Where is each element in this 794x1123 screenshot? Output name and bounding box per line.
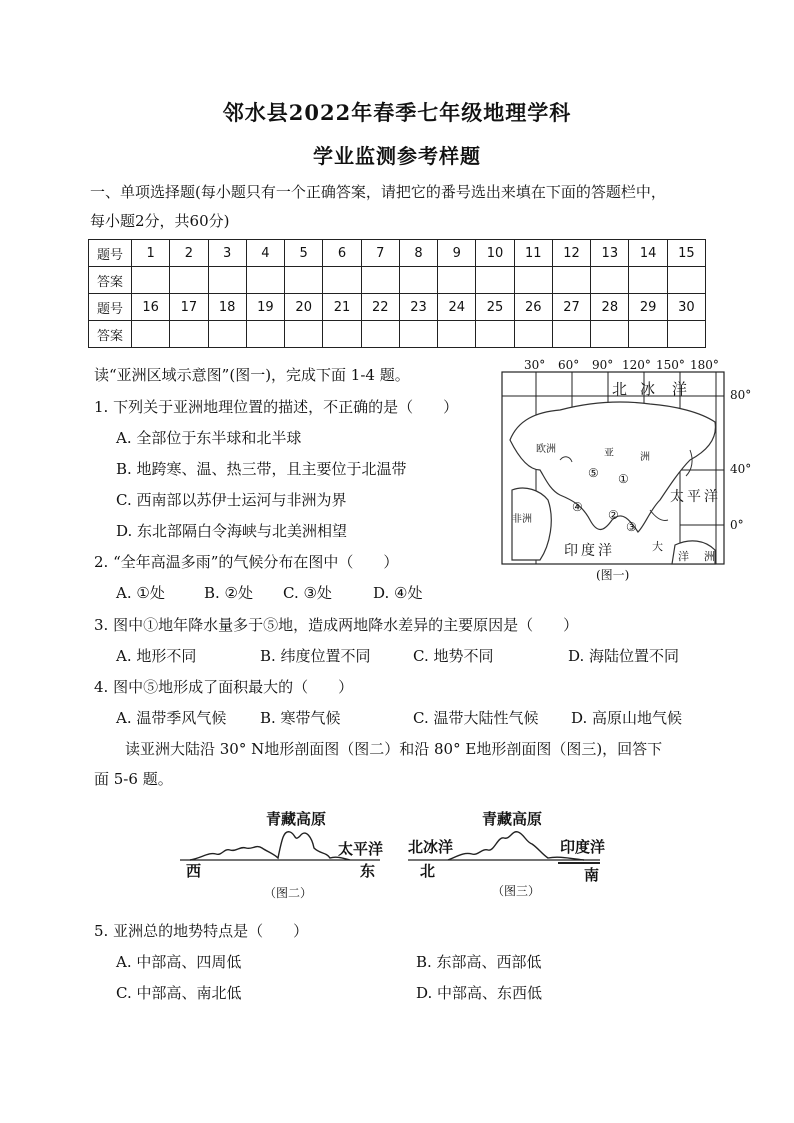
table-row [89, 294, 706, 321]
q4-option-c: C. 温带大陆性气候 [413, 709, 539, 727]
answer-cell[interactable] [438, 267, 476, 294]
question-number: 8 [399, 240, 437, 267]
intro-5-6-line2: 面 5-6 题。 [94, 770, 173, 788]
row-label-answer: 答案 [89, 321, 132, 348]
map-label-zhou2: 洲 [704, 550, 715, 563]
answer-cell[interactable] [591, 321, 629, 348]
answer-cell[interactable] [667, 267, 705, 294]
question-number: 9 [438, 240, 476, 267]
map-label-yang: 洋 [672, 380, 688, 398]
question-number: 18 [208, 294, 246, 321]
answer-table [88, 239, 706, 348]
profile-80e-ocean-north: 北冰洋 [408, 838, 454, 856]
q3-option-b: B. 纬度位置不同 [260, 647, 371, 665]
question-number: 6 [323, 240, 361, 267]
q3-option-c: C. 地势不同 [413, 647, 494, 665]
question-number: 24 [438, 294, 476, 321]
section1-instruction-line1: 一、单项选择题(每小题只有一个正确答案，请把它的番号选出来填在下面的答题栏中， [90, 183, 666, 201]
question-number: 12 [552, 240, 590, 267]
answer-cell[interactable] [514, 321, 552, 348]
profile-80e-peak-label: 青藏高原 [482, 810, 543, 828]
answer-cell[interactable] [552, 321, 590, 348]
answer-cell[interactable] [208, 267, 246, 294]
question-number: 14 [629, 240, 667, 267]
profile-30n [180, 808, 390, 898]
answer-cell[interactable] [629, 321, 667, 348]
question-number: 27 [552, 294, 590, 321]
question-number: 17 [170, 294, 208, 321]
table-row [89, 240, 706, 267]
intro-5-6-line1: 读亚洲大陆沿 30° N地形剖面图（图二）和沿 80° E地形剖面图（图三)，回答下 [125, 740, 663, 758]
answer-cell[interactable] [246, 267, 284, 294]
q1-option-c: C. 西南部以苏伊士运河与非洲为界 [116, 491, 347, 509]
map-label-pacific: 太平洋 [670, 489, 721, 505]
lon-label: 150° [656, 358, 685, 372]
answer-cell[interactable] [132, 267, 170, 294]
q2-option-d: D. ④处 [373, 584, 423, 602]
map-label-zhou: 洲 [640, 452, 650, 463]
map-label-da: 大 [652, 540, 663, 553]
answer-cell[interactable] [361, 267, 399, 294]
section1-instruction-line2: 每小题2分，共60分) [90, 212, 230, 230]
answer-cell[interactable] [170, 321, 208, 348]
question-number: 19 [246, 294, 284, 321]
answer-cell[interactable] [399, 267, 437, 294]
question-number: 20 [285, 294, 323, 321]
profile-80e-caption: （图三） [492, 884, 541, 898]
profile-30n-ocean: 太平洋 [338, 840, 384, 858]
question-number: 13 [591, 240, 629, 267]
question-number: 3 [208, 240, 246, 267]
q3-option-a: A. 地形不同 [116, 647, 197, 665]
answer-cell[interactable] [285, 321, 323, 348]
profile-80e-south: 南 [584, 866, 600, 884]
marker-4: ④ [572, 500, 583, 514]
q5-option-b: B. 东部高、西部低 [416, 953, 542, 971]
profile-80e-ocean-south: 印度洋 [560, 838, 606, 856]
lon-label: 60° [558, 358, 580, 372]
intro-1-4: 读“亚洲区域示意图”(图一)，完成下面 1-4 题。 [94, 366, 410, 384]
q5-option-c: C. 中部高、南北低 [116, 984, 242, 1002]
document-subtitle: 学业监测参考样题 [313, 144, 481, 168]
lon-label: 180° [690, 358, 719, 372]
answer-cell[interactable] [323, 321, 361, 348]
question-number: 4 [246, 240, 284, 267]
answer-cell[interactable] [476, 267, 514, 294]
answer-cell[interactable] [629, 267, 667, 294]
answer-cell[interactable] [476, 321, 514, 348]
q4-option-d: D. 高原山地气候 [571, 709, 683, 727]
profile-80e-north: 北 [420, 862, 436, 880]
profile-30n-caption: （图二） [264, 886, 313, 900]
answer-cell[interactable] [285, 267, 323, 294]
map-label-bei: 北 [612, 380, 628, 398]
question-3-stem: 3. 图中①地年降水量多于⑤地，造成两地降水差异的主要原因是（ ） [94, 616, 579, 634]
lat-label: 40° [730, 462, 752, 476]
map-label-indian-ocean: 印度洋 [564, 543, 615, 559]
q2-option-a: A. ①处 [116, 584, 165, 602]
marker-2: ② [608, 508, 619, 522]
answer-cell[interactable] [438, 321, 476, 348]
answer-cell[interactable] [132, 321, 170, 348]
row-label-number: 题号 [89, 240, 132, 267]
profile-30n-peak-label: 青藏高原 [266, 810, 327, 828]
document-title: 邻水县2022年春季七年级地理学科 [222, 100, 572, 125]
answer-cell[interactable] [323, 267, 361, 294]
question-number: 15 [667, 240, 705, 267]
lat-label: 80° [730, 388, 752, 402]
map-label-ya: 亚 [604, 448, 614, 459]
answer-cell[interactable] [361, 321, 399, 348]
map-label-africa: 非洲 [512, 514, 532, 525]
table-row [89, 321, 706, 348]
lon-label: 120° [622, 358, 651, 372]
answer-cell[interactable] [170, 267, 208, 294]
profile-80e [408, 808, 618, 898]
question-number: 7 [361, 240, 399, 267]
question-number: 16 [132, 294, 170, 321]
question-number: 30 [667, 294, 705, 321]
answer-cell[interactable] [246, 321, 284, 348]
marker-5: ⑤ [588, 466, 599, 480]
q5-option-a: A. 中部高、四周低 [116, 953, 242, 971]
asia-region-map [500, 358, 752, 582]
q3-option-d: D. 海陆位置不同 [568, 647, 680, 665]
table-row [89, 267, 706, 294]
answer-cell[interactable] [514, 267, 552, 294]
question-1-stem: 1. 下列关于亚洲地理位置的描述，不正确的是（ ） [94, 398, 459, 416]
question-4-stem: 4. 图中⑤地形成了面积最大的（ ） [94, 678, 354, 696]
profile-30n-west: 西 [186, 862, 202, 880]
marker-1: ① [618, 472, 629, 486]
answer-cell[interactable] [208, 321, 246, 348]
question-number: 21 [323, 294, 361, 321]
q5-option-d: D. 中部高、东西低 [416, 984, 543, 1002]
profile-30n-east: 东 [360, 862, 376, 880]
answer-cell[interactable] [552, 267, 590, 294]
map-label-yang2: 洋 [678, 550, 689, 563]
question-number: 2 [170, 240, 208, 267]
question-number: 11 [514, 240, 552, 267]
map-label-bing: 冰 [640, 380, 656, 398]
q2-option-b: B. ②处 [204, 584, 254, 602]
map-label-europe: 欧洲 [536, 444, 556, 455]
question-5-stem: 5. 亚洲总的地势特点是（ ） [94, 922, 309, 940]
question-number: 23 [399, 294, 437, 321]
q1-option-d: D. 东北部隔白令海峡与北美洲相望 [116, 522, 348, 540]
q4-option-a: A. 温带季风气候 [116, 709, 227, 727]
answer-cell[interactable] [399, 321, 437, 348]
marker-3: ③ [626, 520, 637, 534]
question-number: 22 [361, 294, 399, 321]
question-number: 1 [132, 240, 170, 267]
question-number: 25 [476, 294, 514, 321]
lat-label: 0° [730, 518, 744, 532]
q1-option-b: B. 地跨寒、温、热三带，且主要位于北温带 [116, 460, 407, 478]
lon-label: 30° [524, 358, 546, 372]
map-caption: (图一) [596, 568, 630, 582]
answer-cell[interactable] [591, 267, 629, 294]
question-number: 29 [629, 294, 667, 321]
question-number: 28 [591, 294, 629, 321]
question-number: 5 [285, 240, 323, 267]
lon-label: 90° [592, 358, 614, 372]
question-number: 10 [476, 240, 514, 267]
answer-cell[interactable] [667, 321, 705, 348]
row-label-answer: 答案 [89, 267, 132, 294]
question-2-stem: 2. “全年高温多雨”的气候分布在图中（ ） [94, 553, 399, 571]
q4-option-b: B. 寒带气候 [260, 709, 341, 727]
question-number: 26 [514, 294, 552, 321]
row-label-number: 题号 [89, 294, 132, 321]
q2-option-c: C. ③处 [283, 584, 332, 602]
q1-option-a: A. 全部位于东半球和北半球 [116, 429, 302, 447]
